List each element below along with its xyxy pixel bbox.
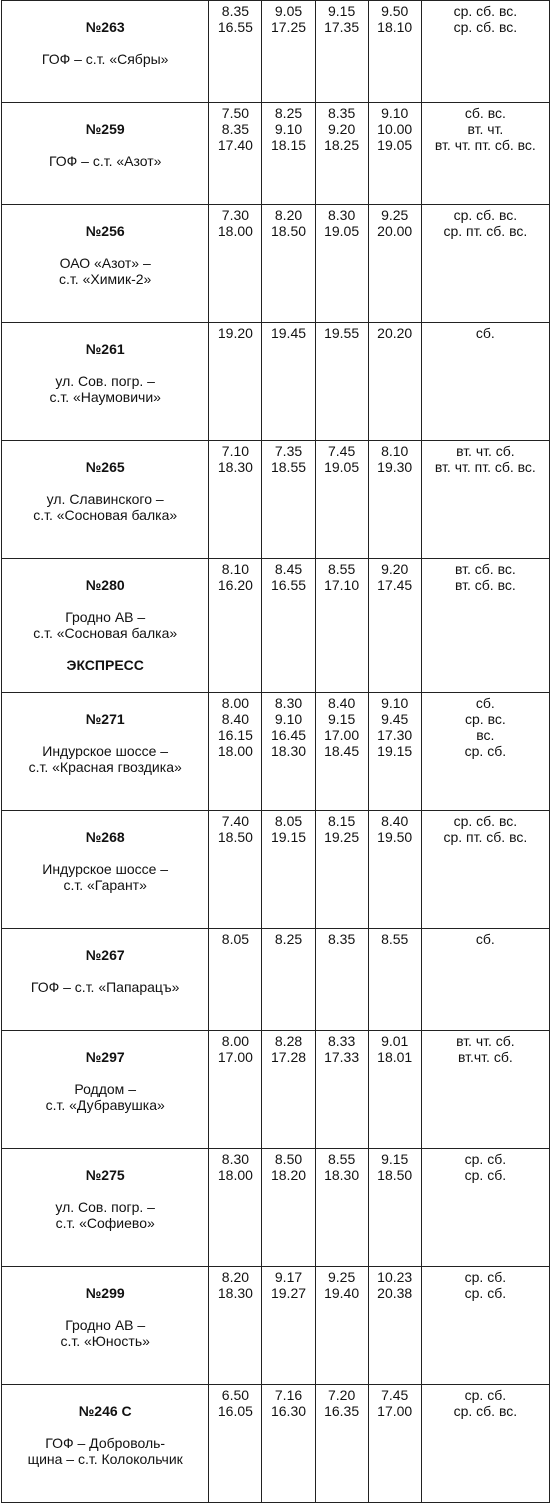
route-number: №259 (85, 121, 125, 137)
departure-times-2: 19.45 (262, 323, 315, 441)
route-express-label: ЭКСПРЕСС (66, 657, 144, 673)
table-row (2, 205, 550, 323)
departure-times-4: 7.45 17.00 (368, 1385, 421, 1503)
table-row (2, 559, 550, 693)
departure-times-4: 9.10 9.45 17.30 19.15 (368, 693, 421, 811)
route-name: Гродно АВ – с.т. «Сосновая балка» (33, 609, 178, 641)
table-row (2, 103, 550, 205)
departure-times-4: 9.10 10.00 19.05 (368, 103, 421, 205)
route-name: ГОФ – с.т. «Папарацъ» (30, 979, 180, 995)
route-number: №299 (85, 1285, 125, 1301)
operating-days: сб. вс. вт. чт. вт. чт. пт. сб. вс. (421, 103, 549, 205)
route-number: №261 (85, 341, 125, 357)
bus-schedule-table (1, 0, 550, 1503)
departure-times-3: 9.25 19.40 (315, 1267, 368, 1385)
table-row (2, 441, 550, 559)
departure-times-2: 7.35 18.55 (262, 441, 315, 559)
operating-days: ср. сб. вс. ср. пт. сб. вс. (421, 205, 549, 323)
route-cell (2, 1, 209, 103)
route-name: ГОФ – Доброволь- щина – с.т. Колокольчик (27, 1435, 183, 1467)
departure-times-1: 6.50 16.05 (209, 1385, 262, 1503)
departure-times-4: 8.10 19.30 (368, 441, 421, 559)
departure-times-3: 8.30 19.05 (315, 205, 368, 323)
route-cell (2, 559, 209, 693)
table-row (2, 323, 550, 441)
table-row (2, 1031, 550, 1149)
route-cell (2, 1149, 209, 1267)
operating-days: ср. сб. ср. сб. вс. (421, 1385, 549, 1503)
departure-times-3: 7.45 19.05 (315, 441, 368, 559)
route-number: №246 С (78, 1403, 132, 1419)
departure-times-3: 8.40 9.15 17.00 18.45 (315, 693, 368, 811)
departure-times-1: 7.30 18.00 (209, 205, 262, 323)
departure-times-3: 8.33 17.33 (315, 1031, 368, 1149)
route-number: №267 (85, 947, 125, 963)
route-name: ул. Сов. погр. – с.т. «Наумовичи» (49, 373, 161, 405)
departure-times-4: 9.20 17.45 (368, 559, 421, 693)
route-name: Гродно АВ – с.т. «Юность» (60, 1317, 150, 1349)
route-name: Роддом – с.т. «Дубравушка» (45, 1081, 165, 1113)
departure-times-2: 9.17 19.27 (262, 1267, 315, 1385)
route-cell (2, 693, 209, 811)
operating-days: сб. ср. вс. вс. ср. сб. (421, 693, 549, 811)
route-name: ГОФ – с.т. «Азот» (48, 153, 162, 169)
departure-times-1: 8.00 17.00 (209, 1031, 262, 1149)
departure-times-3: 19.55 (315, 323, 368, 441)
departure-times-2: 8.05 19.15 (262, 811, 315, 929)
operating-days: ср. сб. ср. сб. (421, 1267, 549, 1385)
operating-days: ср. сб. вс. ср. сб. вс. (421, 1, 549, 103)
route-cell (2, 1267, 209, 1385)
departure-times-2: 8.25 (262, 929, 315, 1031)
route-cell (2, 929, 209, 1031)
departure-times-3: 8.35 9.20 18.25 (315, 103, 368, 205)
route-cell (2, 103, 209, 205)
route-name: ОАО «Азот» – с.т. «Химик-2» (59, 255, 152, 287)
table-row (2, 1, 550, 103)
departure-times-3: 8.55 17.10 (315, 559, 368, 693)
route-cell (2, 811, 209, 929)
operating-days: ср. сб. вс. ср. пт. сб. вс. (421, 811, 549, 929)
departure-times-3: 9.15 17.35 (315, 1, 368, 103)
table-row (2, 929, 550, 1031)
departure-times-1: 8.35 16.55 (209, 1, 262, 103)
route-number: №263 (85, 19, 125, 35)
departure-times-1: 7.40 18.50 (209, 811, 262, 929)
route-name: Индурское шоссе – с.т. «Гарант» (42, 861, 169, 893)
departure-times-3: 8.55 18.30 (315, 1149, 368, 1267)
operating-days: вт. чт. сб. вт. чт. пт. сб. вс. (421, 441, 549, 559)
route-number: №297 (85, 1049, 125, 1065)
route-cell (2, 1385, 209, 1503)
departure-times-1: 8.20 18.30 (209, 1267, 262, 1385)
departure-times-2: 8.25 9.10 18.15 (262, 103, 315, 205)
route-cell (2, 323, 209, 441)
route-number: №280 (85, 577, 125, 593)
departure-times-1: 8.10 16.20 (209, 559, 262, 693)
departure-times-2: 8.45 16.55 (262, 559, 315, 693)
departure-times-4: 9.01 18.01 (368, 1031, 421, 1149)
departure-times-4: 9.15 18.50 (368, 1149, 421, 1267)
departure-times-4: 10.23 20.38 (368, 1267, 421, 1385)
table-row (2, 811, 550, 929)
table-row (2, 1267, 550, 1385)
route-name: ул. Славинского – с.т. «Сосновая балка» (33, 491, 178, 523)
route-number: №271 (85, 711, 125, 727)
departure-times-1: 8.30 18.00 (209, 1149, 262, 1267)
departure-times-2: 8.30 9.10 16.45 18.30 (262, 693, 315, 811)
departure-times-4: 20.20 (368, 323, 421, 441)
departure-times-2: 8.50 18.20 (262, 1149, 315, 1267)
departure-times-3: 8.35 (315, 929, 368, 1031)
departure-times-4: 8.55 (368, 929, 421, 1031)
departure-times-4: 9.50 18.10 (368, 1, 421, 103)
departure-times-1: 7.50 8.35 17.40 (209, 103, 262, 205)
departure-times-1: 19.20 (209, 323, 262, 441)
schedule-body (2, 1, 550, 1503)
departure-times-1: 8.00 8.40 16.15 18.00 (209, 693, 262, 811)
route-name: Индурское шоссе – с.т. «Красная гвоздика» (28, 743, 182, 775)
operating-days: вт. сб. вс. вт. сб. вс. (421, 559, 549, 693)
departure-times-1: 7.10 18.30 (209, 441, 262, 559)
route-cell (2, 441, 209, 559)
departure-times-4: 9.25 20.00 (368, 205, 421, 323)
table-row (2, 693, 550, 811)
operating-days: вт. чт. сб. вт.чт. сб. (421, 1031, 549, 1149)
route-cell (2, 205, 209, 323)
route-cell (2, 1031, 209, 1149)
route-number: №275 (85, 1167, 125, 1183)
table-row (2, 1385, 550, 1503)
operating-days: сб. (421, 929, 549, 1031)
route-number: №265 (85, 459, 125, 475)
route-number: №256 (85, 223, 125, 239)
departure-times-1: 8.05 (209, 929, 262, 1031)
departure-times-3: 8.15 19.25 (315, 811, 368, 929)
operating-days: сб. (421, 323, 549, 441)
route-name: ул. Сов. погр. – с.т. «Софиево» (55, 1199, 155, 1231)
departure-times-3: 7.20 16.35 (315, 1385, 368, 1503)
route-name: ГОФ – с.т. «Сябры» (41, 51, 169, 67)
route-number: №268 (85, 829, 125, 845)
table-row (2, 1149, 550, 1267)
departure-times-2: 8.20 18.50 (262, 205, 315, 323)
departure-times-4: 8.40 19.50 (368, 811, 421, 929)
departure-times-2: 8.28 17.28 (262, 1031, 315, 1149)
departure-times-2: 9.05 17.25 (262, 1, 315, 103)
departure-times-2: 7.16 16.30 (262, 1385, 315, 1503)
operating-days: ср. сб. ср. сб. (421, 1149, 549, 1267)
